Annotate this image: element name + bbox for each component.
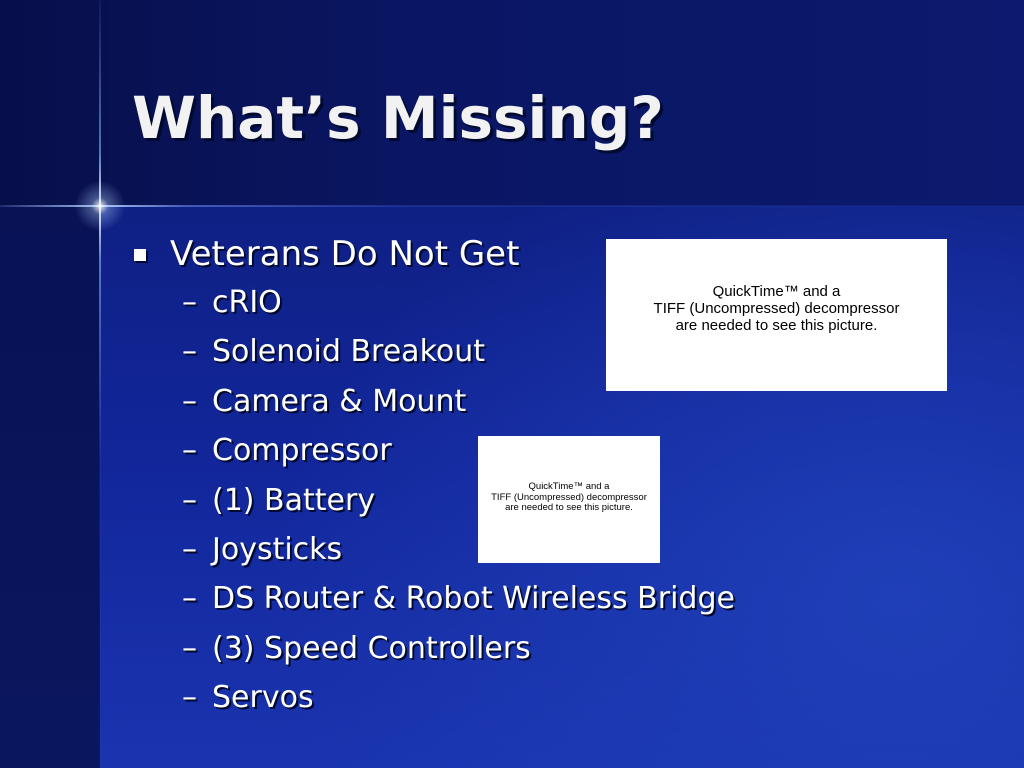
sub-item-text: cRIO [212,285,282,320]
horizontal-accent-line [0,205,1024,207]
sparkle-icon [70,176,130,236]
placeholder-message [478,482,660,514]
sub-item-text: Solenoid Breakout [212,334,486,370]
sub-item-servos [132,675,735,724]
sub-item-text: DS Router & Robot Wireless Bridge [212,581,735,617]
bullet-text: Veterans Do Not Get [170,234,520,274]
image-placeholder-small [478,436,660,563]
dash-icon: – [182,581,197,617]
dash-icon: – [182,680,197,716]
sub-item-text: (3) Speed Controllers [212,630,531,666]
placeholder-line: are needed to see this picture. [675,317,878,334]
dash-icon: – [182,630,197,666]
placeholder-line: QuickTime™ and a [712,283,841,300]
dash-icon: – [182,285,197,320]
sub-item-text: (1) Battery [212,482,376,518]
sub-item-text: Servos [212,680,314,716]
sub-item-router-bridge [132,576,735,625]
placeholder-line: TIFF (Uncompressed) decompressor [653,300,900,317]
sub-item-text: Camera & Mount [212,383,467,419]
sub-item-text: Joysticks [212,531,343,567]
sub-item-text: Compressor [212,433,392,469]
placeholder-line: are needed to see this picture. [505,502,633,513]
slide-title: What’s Missing? [132,84,664,152]
left-band [0,206,100,768]
vertical-accent-line [99,0,101,768]
square-bullet-icon [134,249,146,261]
dash-icon: – [182,433,197,469]
dash-icon: – [182,531,197,567]
dash-icon: – [182,334,197,370]
dash-icon: – [182,482,197,518]
image-placeholder-large [606,239,947,391]
placeholder-line: QuickTime™ and a [528,481,610,492]
placeholder-line: TIFF (Uncompressed) decompressor [491,491,647,503]
sub-item-speed-controllers [132,626,735,675]
dash-icon: – [182,383,197,419]
placeholder-message [606,283,947,334]
